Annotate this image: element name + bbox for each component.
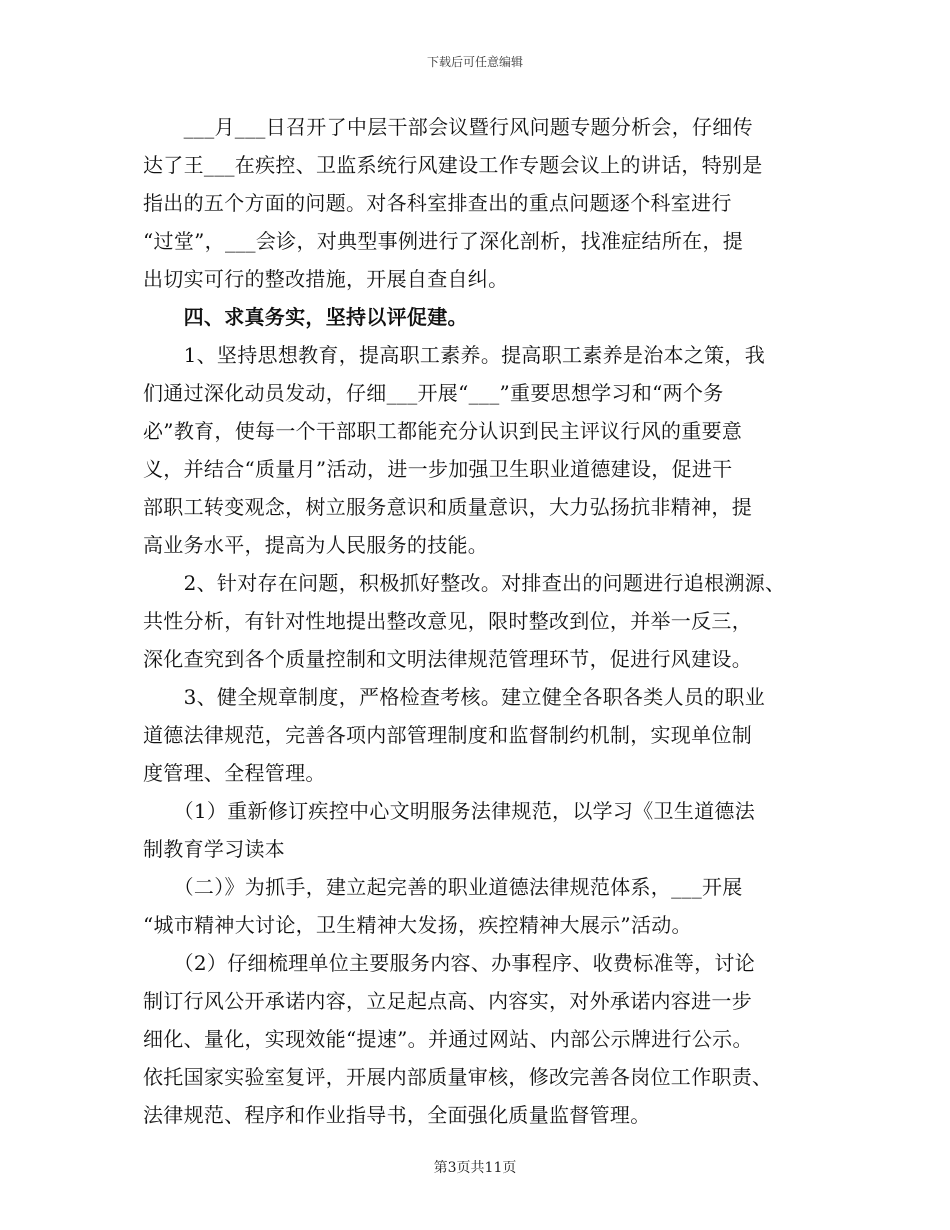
text-line: （二）》为抓手，建立起完善的职业道德法律规范体系，___开展 bbox=[143, 875, 743, 899]
text-line: （2）仔细梳理单位主要服务内容、办事程序、收费标准等，讨论 bbox=[143, 951, 756, 975]
text-line: 部职工转变观念，树立服务意识和质量意识，大力弘扬抗非精神，提 bbox=[143, 495, 752, 519]
document-body bbox=[143, 108, 808, 1134]
text-line: 细化、量化，实现效能“提速”。并通过网站、内部公示牌进行公示。 bbox=[143, 1027, 753, 1051]
text-line: 高业务水平，提高为人民服务的技能。 bbox=[143, 533, 489, 557]
page-header: 下载后可任意编辑 bbox=[426, 55, 523, 69]
section-heading: 四、求真务实，坚持以评促建。 bbox=[143, 305, 468, 329]
text-line: 3、健全规章制度，严格检查考核。建立健全各职各类人员的职业 bbox=[143, 685, 766, 709]
text-line: 度管理、全程管理。 bbox=[143, 761, 326, 785]
text-line: 达了王___在疾控、卫监系统行风建设工作专题会议上的讲话，特别是 bbox=[143, 153, 763, 177]
page-footer: 第3页共11页 bbox=[433, 1160, 517, 1176]
text-line: 深化查究到各个质量控制和文明法律规范管理环节，促进行风建设。 bbox=[143, 647, 752, 671]
text-line: 义，并结合“质量月”活动，进一步加强卫生职业道德建设，促进干 bbox=[143, 457, 733, 481]
text-line: 指出的五个方面的问题。对各科室排查出的重点问题逐个科室进行 bbox=[143, 191, 732, 215]
text-line: 道德法律规范，完善各项内部管理制度和监督制约机制，实现单位制 bbox=[143, 723, 752, 747]
text-line: 制订行风公开承诺内容，立足起点高、内容实，对外承诺内容进一步 bbox=[143, 989, 752, 1013]
text-line: （1）重新修订疾控中心文明服务法律规范，以学习《卫生道德法 bbox=[143, 799, 756, 823]
text-line: “城市精神大讨论，卫生精神大发扬，疾控精神大展示”活动。 bbox=[143, 913, 692, 937]
text-line: 2、针对存在问题，积极抓好整改。对排查出的问题进行追根溯源、 bbox=[143, 571, 786, 595]
text-line: 制教育学习读本 bbox=[143, 837, 286, 861]
text-line: 出切实可行的整改措施，开展自查自纠。 bbox=[143, 267, 509, 291]
text-line: 法律规范、程序和作业指导书，全面强化质量监督管理。 bbox=[143, 1103, 651, 1127]
text-line: 共性分析，有针对性地提出整改意见，限时整改到位，并举一反三， bbox=[143, 609, 752, 633]
text-line: 1、坚持思想教育，提高职工素养。提高职工素养是治本之策，我 bbox=[143, 343, 766, 367]
text-line: 依托国家实验室复评，开展内部质量审核，修改完善各岗位工作职责、 bbox=[143, 1065, 773, 1089]
text-line: ___月___日召开了中层干部会议暨行风问题专题分析会，仔细传 bbox=[143, 115, 753, 139]
text-line: 必”教育，使每一个干部职工都能充分认识到民主评议行风的重要意 bbox=[143, 419, 743, 443]
text-line: 们通过深化动员发动，仔细___开展“___”重要思想学习和“两个务 bbox=[143, 381, 724, 405]
text-line: “过堂”，___会诊，对典型事例进行了深化剖析，找准症结所在，提 bbox=[143, 229, 744, 253]
